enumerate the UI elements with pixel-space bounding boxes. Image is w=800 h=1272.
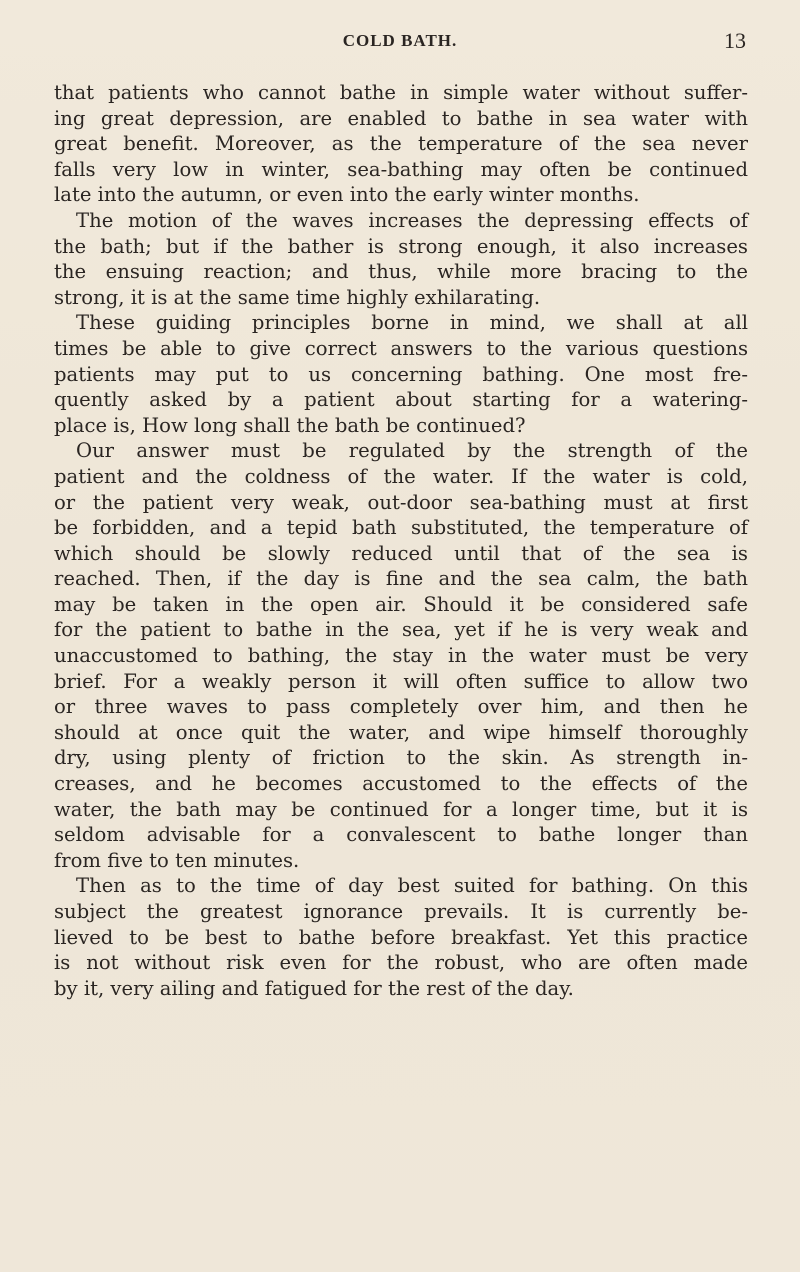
text-line: by it, very ailing and fatigued for the rest of the day. (54, 976, 574, 1000)
text-line: should at once quit the water, and wipe himself thoroughly (54, 720, 748, 744)
text-line: lieved to be best to bathe before breakfast. Yet this practice (54, 925, 748, 949)
text-line: strong, it is at the same time highly exhilarating. (54, 285, 541, 309)
text-line: or three waves to pass completely over him, and then he (54, 695, 748, 719)
text-line: patients may put to us concerning bathing. One most fre- (54, 362, 748, 386)
text-line: These guiding principles borne in mind, we shall at all (76, 311, 748, 335)
text-line: seldom advisable for a convalescent to bathe longer than (54, 823, 748, 847)
text-line: dry, using plenty of friction to the skin. As strength in- (54, 746, 748, 770)
text-line: subject the greatest ignorance prevails. It is currently be- (54, 900, 748, 923)
text-line: Our answer must be regulated by the strength of the (76, 439, 748, 463)
text-line: reached. Then, if the day is fine and the sea calm, the bath (54, 567, 748, 591)
text-line: unaccustomed to bathing, the stay in the water must be very (54, 644, 748, 668)
text-line: which should be slowly reduced until that of the sea is (54, 541, 748, 565)
page-number: 13 (724, 28, 746, 53)
text-line: or the patient very weak, out-door sea-bathing must at first (54, 490, 748, 514)
text-line: for the patient to bathe in the sea, yet if he is very weak and (54, 618, 748, 642)
text-line: that patients who cannot bathe in simple water without suffer- (54, 81, 748, 104)
text-line: patient and the coldness of the water. If the water is cold, (54, 464, 748, 488)
running-head-title: COLD BATH. (342, 31, 458, 50)
text-line: may be taken in the open air. Should it be considered safe (54, 592, 748, 616)
text-line: place is, How long shall the bath be continued? (54, 413, 526, 437)
text-line: the ensuing reaction; and thus, while more bracing to the (54, 260, 748, 284)
text-line: brief. For a weakly person it will often suffice to allow two (54, 669, 748, 693)
text-line: the bath; but if the bather is strong enough, it also increases (54, 234, 748, 258)
text-line: The motion of the waves increases the depressing effects of (76, 208, 748, 232)
body-text (54, 80, 748, 1001)
text-line: be forbidden, and a tepid bath substituted, the temperature of (54, 516, 748, 540)
text-line: Then as to the time of day best suited for bathing. On this (76, 874, 748, 898)
text-line: late into the autumn, or even into the early winter months. (54, 183, 640, 207)
running-head (54, 26, 746, 56)
text-line: great benefit. Moreover, as the temperature of the sea never (54, 132, 748, 156)
text-line: times be able to give correct answers to the various questions (54, 336, 748, 360)
text-line: is not without risk even for the robust, who are often made (54, 951, 748, 975)
text-line: ing great depression, are enabled to bathe in sea water with (54, 106, 748, 130)
text-line: falls very low in winter, sea-bathing may often be continued (54, 157, 748, 181)
text-line: creases, and he becomes accustomed to the effects of the (54, 772, 748, 796)
text-line: water, the bath may be continued for a longer time, but it is (54, 797, 748, 821)
text-line: quently asked by a patient about starting for a watering- (54, 388, 748, 412)
text-line: from five to ten minutes. (54, 848, 300, 872)
